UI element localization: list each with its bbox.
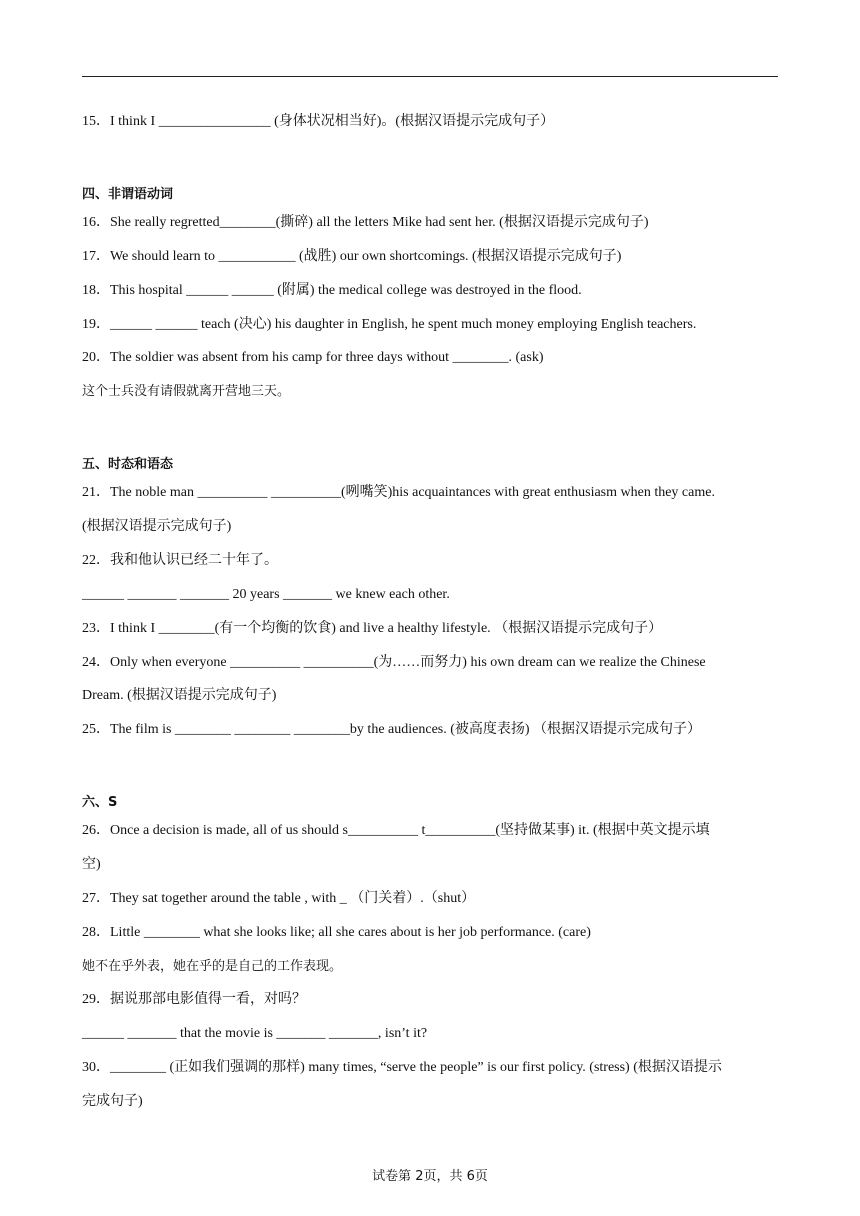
question-26-cont: 空) xyxy=(82,857,101,872)
question-30: 30．________ (正如我们强调的那样) many times, “serve the people” is our first policy. (stress) (根据汉语提示 xyxy=(82,1060,722,1075)
question-22: 22．我和他认识已经二十年了。 xyxy=(82,553,278,568)
question-21: 21．The noble man __________ __________(咧嘴笑)his acquaintances with great enthusiasm when they came. xyxy=(82,485,715,500)
question-16: 16．She really regretted________(撕碎) all the letters Mike had sent her. (根据汉语提示完成句子) xyxy=(82,215,649,230)
question-28-translation: 她不在乎外表，她在乎的是自己的工作表现。 xyxy=(82,959,343,974)
section-heading-5: 五、时态和语态 xyxy=(82,457,174,472)
question-24-cont: Dream. (根据汉语提示完成句子) xyxy=(82,688,277,703)
section-heading-6: 六、S xyxy=(82,795,118,810)
question-29: 29．据说那部电影值得一看，对吗？ xyxy=(82,992,306,1007)
question-20-translation: 这个士兵没有请假就离开营地三天。 xyxy=(82,384,291,399)
question-17: 17．We should learn to ___________ (战胜) our own shortcomings. (根据汉语提示完成句子) xyxy=(82,249,622,264)
question-23: 23．I think I ________(有一个均衡的饮食) and live a healthy lifestyle. （根据汉语提示完成句子） xyxy=(82,621,663,636)
question-30-cont: 完成句子) xyxy=(82,1094,143,1109)
question-15: 15．I think I ________________ (身体状况相当好)。(根据汉语提示完成句子） xyxy=(82,114,555,129)
question-19: 19．______ ______ teach (决心) his daughter in English, he spent much money employing English teachers. xyxy=(82,317,697,332)
question-26: 26．Once a decision is made, all of us should s__________ t__________(坚持做某事) it. (根据中英文提示填 xyxy=(82,823,710,838)
question-27: 27．They sat together around the table , with _ （门关着）.（shut） xyxy=(82,891,476,906)
question-22-blanks: ______ _______ _______ 20 years _______ we knew each other. xyxy=(82,587,450,602)
question-21-cont: (根据汉语提示完成句子) xyxy=(82,519,232,534)
question-24: 24．Only when everyone __________ __________(为……而努力) his own dream can we realize the Chinese xyxy=(82,655,706,670)
question-29-blanks: ______ _______ that the movie is _______ _______, isn’t it? xyxy=(82,1026,428,1041)
question-25: 25．The film is ________ ________ ________by the audiences. (被高度表扬) （根据汉语提示完成句子） xyxy=(82,722,702,737)
question-28: 28．Little ________ what she looks like; all she cares about is her job performance. (care) xyxy=(82,925,591,940)
page-footer: 试卷第 2页，共 6页 xyxy=(372,1169,488,1184)
question-18: 18．This hospital ______ ______ (附属) the medical college was destroyed in the flood. xyxy=(82,283,582,298)
header-rule xyxy=(82,76,778,77)
section-heading-4: 四、非谓语动词 xyxy=(82,187,174,202)
question-20: 20．The soldier was absent from his camp for three days without ________. (ask) xyxy=(82,350,544,365)
